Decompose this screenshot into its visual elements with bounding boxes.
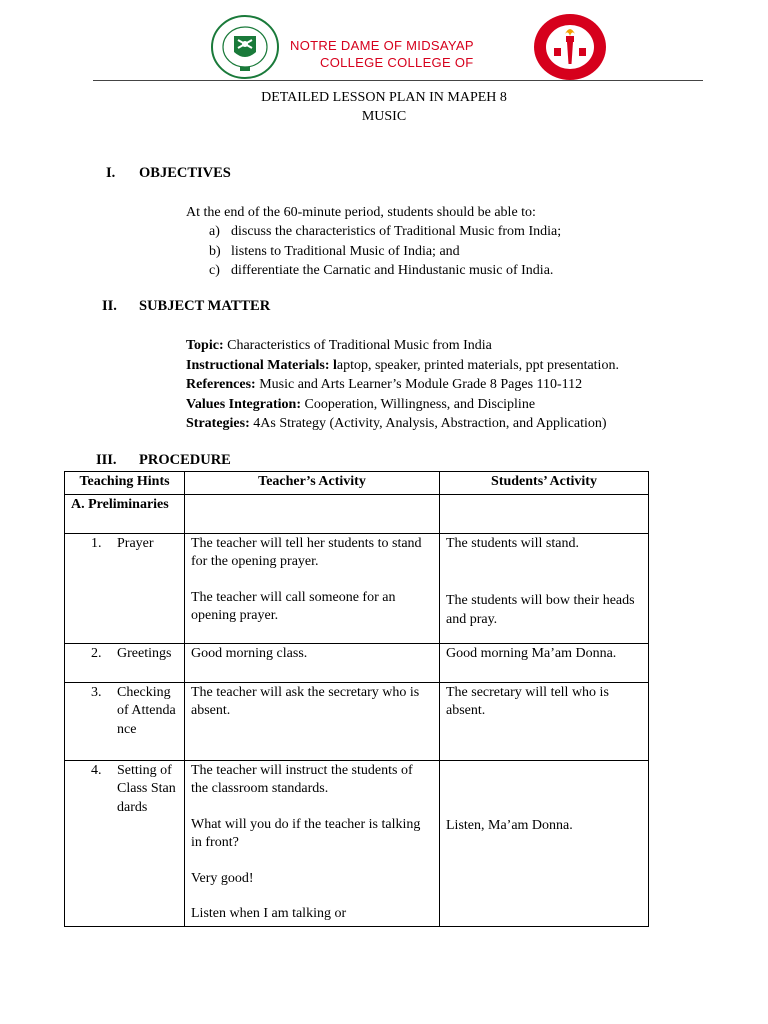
subject-row-references [186,375,619,395]
students-activity-text: The students will stand. [446,535,579,551]
hint-number: 4. [91,762,102,778]
section-heading-objectives: OBJECTIVES [139,165,231,181]
hint-label: Prayer [117,535,154,551]
table-row [65,643,649,682]
list-item-text: listens to Traditional Music of India; and [231,243,460,259]
teacher-activity-text: The teacher will call someone for an opening prayer. [191,589,396,623]
hint-label: Setting of Class Standards [117,762,176,815]
table-cell [440,533,649,643]
list-item-text: differentiate the Carnatic and Hindustanic music of India. [231,263,554,278]
institution-name-line1: NOTRE DAME OF MIDSAYAP [290,38,474,53]
table-cell [185,760,440,926]
table-cell [185,533,440,643]
table-cell [65,533,185,643]
teacher-activity-text: The teacher will tell her students to stand for the opening prayer. [191,535,422,569]
header-divider [93,80,703,81]
section-number-procedure: III. [96,452,117,468]
teacher-activity-text: The teacher will instruct the students of the classroom standards. [191,762,413,796]
hint-number: 2. [91,645,102,661]
field-value: Music and Arts Learner’s Module Grade 8 Pages 110-112 [255,377,583,392]
section-number-subject-matter: II. [102,298,117,314]
field-value: Cooperation, Willingness, and Discipline [301,396,536,412]
field-value: Characteristics of Traditional Music from India [223,338,492,353]
list-item-text: discuss the characteristics of Traditional Music from India; [231,224,562,239]
column-header: Teacher’s Activity [185,472,440,495]
section-label-preliminaries: A. Preliminaries [65,494,185,533]
list-item [209,261,561,281]
list-marker: b) [209,243,221,259]
table-row [65,682,649,760]
field-label: Instructional Materials: l [186,357,337,373]
section-heading-subject-matter: SUBJECT MATTER [139,298,271,314]
field-label: References: [186,377,256,392]
table-header-row [65,472,649,495]
subject-row-strategies [186,414,619,434]
field-value: 4As Strategy (Activity, Analysis, Abstraction, and Application) [249,416,607,431]
table-cell [65,682,185,760]
table-cell [185,682,440,760]
hint-number: 3. [91,684,102,700]
hint-label: Greetings [117,645,172,661]
subject-row-topic [186,336,619,356]
document-title-line2: MUSIC [361,109,407,124]
table-row [65,494,649,533]
subject-row-values [186,395,619,415]
list-marker: a) [209,224,220,239]
hint-number: 1. [91,535,102,551]
institution-name-line2: COLLEGE COLLEGE OF [320,55,474,70]
subject-matter-details [186,336,619,434]
list-item [209,242,561,262]
field-value: aptop, speaker, printed materials, ppt presentation. [336,357,619,373]
college-of-education-seal-logo [532,12,608,82]
students-activity-text: The students will bow their heads and pray. [446,593,635,627]
hint-label: Checking of Attendance [117,684,176,737]
table-cell [440,643,649,682]
table-row [65,760,649,926]
subject-row-materials [186,356,619,376]
teacher-activity-text: Good morning class. [191,645,308,661]
field-label: Topic: [186,338,224,353]
list-item [209,222,561,242]
table-cell [185,494,440,533]
table-cell [185,643,440,682]
column-header: Teaching Hints [65,472,185,495]
field-label: Strategies: [186,416,250,431]
table-cell [440,760,649,926]
section-heading-procedure: PROCEDURE [139,452,231,468]
document-title-line1: DETAILED LESSON PLAN IN MAPEH 8 [261,90,507,105]
students-activity-text: The secretary will tell who is absent. [446,684,609,718]
column-header: Students’ Activity [440,472,649,495]
teacher-activity-text: The teacher will ask the secretary who is absent. [191,684,420,718]
list-marker: c) [209,263,220,278]
teacher-activity-text: What will you do if the teacher is talking in front? [191,816,421,850]
students-activity-text: Good morning Ma’am Donna. [446,645,617,661]
objectives-intro: At the end of the 60-minute period, students should be able to: [186,205,536,220]
teacher-activity-text: Very good! [191,870,254,886]
table-row [65,533,649,643]
procedure-table [64,471,649,927]
table-cell [65,643,185,682]
notre-dame-seal-logo [210,14,280,80]
table-cell [440,682,649,760]
students-activity-text: Listen, Ma’am Donna. [446,817,573,833]
table-cell [65,760,185,926]
section-number-objectives: I. [106,165,116,181]
objectives-list [209,222,561,281]
table-cell [440,494,649,533]
field-label: Values Integration: [186,396,301,412]
teacher-activity-text: Listen when I am talking or [191,906,347,921]
